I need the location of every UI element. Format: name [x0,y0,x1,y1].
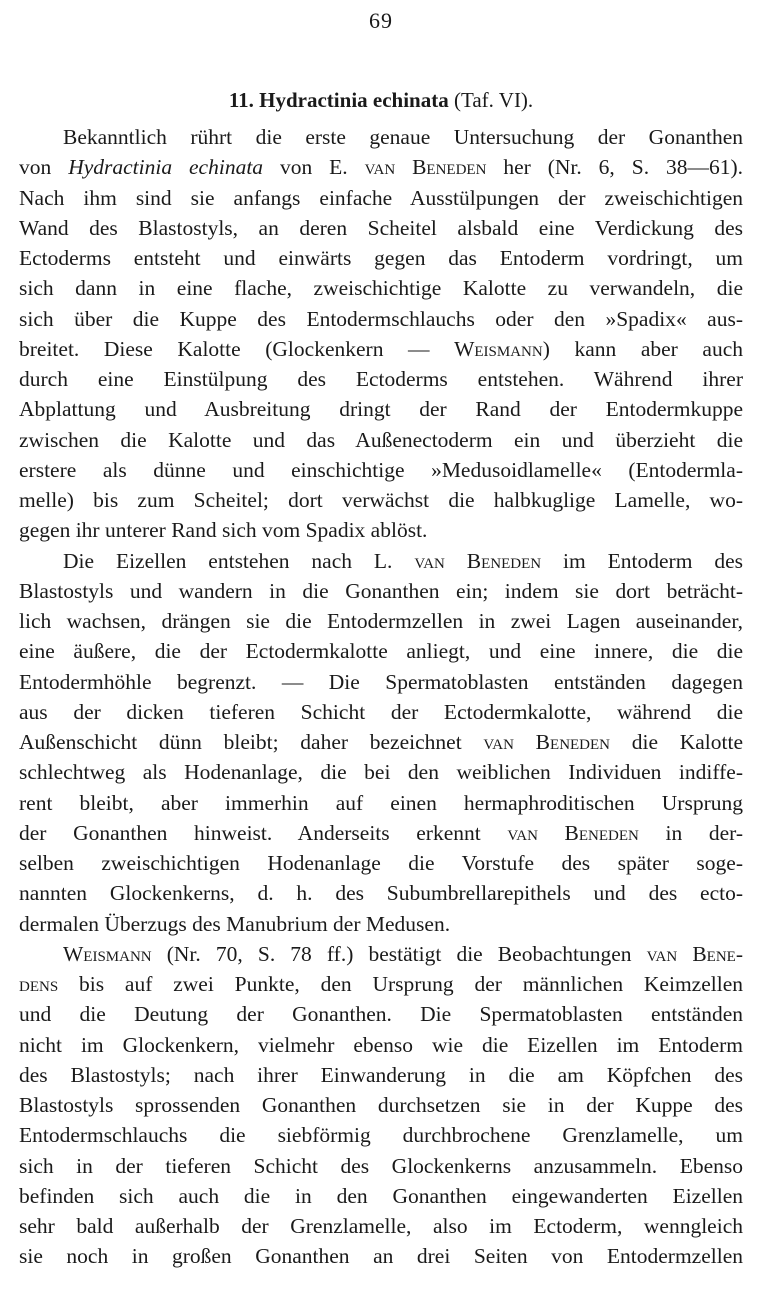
text-run: von E. [263,155,365,180]
text-run: sich über die Kuppe des Entodermschlauchs oder den »Spadix« aus- [19,306,743,331]
text-run: Blastostyls und wandern in die Gonanthen ein; indem sie dort beträcht- [19,578,743,603]
text-line [19,425,743,455]
text-line [19,939,743,969]
text-run: schlechtweg als Hodenanlage, die bei den weiblichen Individuen indiffe- [19,760,743,785]
text-run: Nach ihm sind sie anfangs einfache Ausstülpungen der zweischichtigen [19,185,743,210]
text-run: erstere als dünne und einschichtige »Medusoidlamelle« (Entodermla- [19,457,743,482]
text-run: zwischen die Kalotte und das Außenectoderm ein und überzieht die [19,427,743,452]
text-line [19,969,743,999]
author-name: dens [19,972,59,996]
text-line [19,122,743,152]
text-line [19,1181,743,1211]
text-line [19,273,743,303]
section-title: 11. Hydractinia echinata [228,88,449,112]
text-line [19,667,743,697]
text-line [19,636,743,666]
text-run: sich dann in eine flache, zweischichtige Kalotte zu verwandeln, die [19,276,743,301]
text-run: Entodermhöhle begrenzt. — Die Spermatoblasten entständen dagegen [19,669,743,694]
text-run: Ectoderms entsteht und einwärts gegen das Entoderm vordringt, um [19,246,743,270]
author-name: Weismann [454,336,543,361]
text-line [19,243,743,273]
text-run: und die Deutung der Gonanthen. Die Spermatoblasten entständen [19,1002,743,1027]
text-run: gegen ihr unterer Rand sich vom Spadix ablöst. [19,518,428,543]
text-run: breitet. Diese Kalotte (Glockenkern — [19,336,455,361]
text-run: lich wachsen, drängen sie die Entodermzellen in zwei Lagen auseinander, [19,609,743,633]
text-line [19,455,743,485]
text-line [19,1060,743,1090]
text-line [19,1211,743,1241]
text-run: ) kann aber auch [542,336,743,361]
text-line [19,183,743,213]
text-run: Außenschicht dünn bleibt; daher bezeichnet [19,730,484,754]
text-line [19,152,743,182]
text-line [19,485,743,515]
text-line [19,213,743,243]
text-run: nicht im Glockenkern, vielmehr ebenso wie die Eizellen im Entoderm [19,1032,743,1057]
text-line [19,394,743,424]
text-run: Die Eizellen entstehen nach L. [63,548,415,573]
text-run: sie noch in großen Gonanthen an drei Seiten von Entodermzellen [19,1244,743,1269]
text-line [19,606,743,636]
text-run: befinden sich auch die in den Gonanthen eingewanderten Eizellen [19,1183,743,1208]
text-run: eine äußere, die der Ectodermkalotte anliegt, und eine innere, die die [19,639,743,664]
species-name: Hydractinia echinata [68,155,264,180]
text-run: die Kalotte [610,730,743,754]
text-line [19,1090,743,1120]
text-line [19,1030,743,1060]
text-run: sehr bald außerhalb der Grenzlamelle, also im Ectoderm, wenngleich [19,1214,743,1238]
text-run: nannten Glockenkerns, d. h. des Subumbrellarepithels und des ecto- [19,881,743,906]
text-run: im Entoderm des [541,548,743,573]
text-run: Blastostyls sprossenden Gonanthen durchsetzen sie in der Kuppe des [19,1093,743,1117]
author-name: van Beneden [414,548,542,573]
text-line [19,515,743,545]
text-run: aus der dicken tieferen Schicht der Ectodermkalotte, während die [19,699,743,724]
text-run: sich in der tieferen Schicht des Glockenkerns anzusammeln. Ebenso [19,1153,743,1178]
text-run: durch eine Einstülpung des Ectoderms entstehen. Während ihrer [19,367,743,391]
text-run: (Nr. 70, S. 78 ff.) bestätigt die Beobachtungen [151,941,647,966]
text-run: des Blastostyls; nach ihrer Einwanderung in die am Köpfchen des [19,1062,743,1087]
text-run: der Gonanthen hinweist. Anderseits erkennt [19,820,508,845]
text-line [19,757,743,787]
page-number: 69 [369,8,393,33]
text-line [19,848,743,878]
text-line [19,1151,743,1181]
text-line [19,304,743,334]
text-line [19,546,743,576]
text-run: in der- [638,820,743,845]
text-line [19,818,743,848]
author-name: Weismann [63,941,152,966]
text-run: Bekanntlich rührt die erste genaue Untersuchung der Gonanthen [63,125,743,149]
text-run: von [19,155,69,180]
text-line [19,727,743,757]
text-run: her (Nr. 6, S. 38—61). [486,155,743,180]
plate-reference: (Taf. VI). [453,88,534,112]
author-name: van Beneden [364,155,487,180]
author-name: van Beneden [507,820,639,845]
text-line [19,909,743,939]
text-run: dermalen Überzugs des Manubrium der Medusen. [19,911,451,936]
text-run: Wand des Blastostyls, an deren Scheitel alsbald eine Verdickung des [19,215,743,240]
text-line [19,697,743,727]
text-run: bis auf zwei Punkte, den Ursprung der männlichen Keimzellen [58,972,743,996]
section-heading [0,88,762,113]
text-line [19,364,743,394]
text-run: melle) bis zum Scheitel; dort verwächst die halbkuglige Lamelle, wo- [19,488,743,512]
text-run: Abplattung und Ausbreitung dringt der Rand der Entodermkuppe [19,397,743,422]
text-run: selben zweischichtigen Hodenanlage die Vorstufe des später soge- [19,851,743,875]
text-line [19,576,743,606]
text-line [19,1241,743,1271]
author-name: van Bene- [646,941,743,966]
text-line [19,878,743,908]
author-name: van Beneden [483,730,611,754]
text-line [19,334,743,364]
text-run: Entodermschlauchs die siebförmig durchbrochene Grenzlamelle, um [19,1123,743,1148]
text-line [19,788,743,818]
body-text [19,122,743,1272]
text-line [19,1120,743,1150]
text-run: rent bleibt, aber immerhin auf einen hermaphroditischen Ursprung [19,790,743,815]
text-line [19,999,743,1029]
